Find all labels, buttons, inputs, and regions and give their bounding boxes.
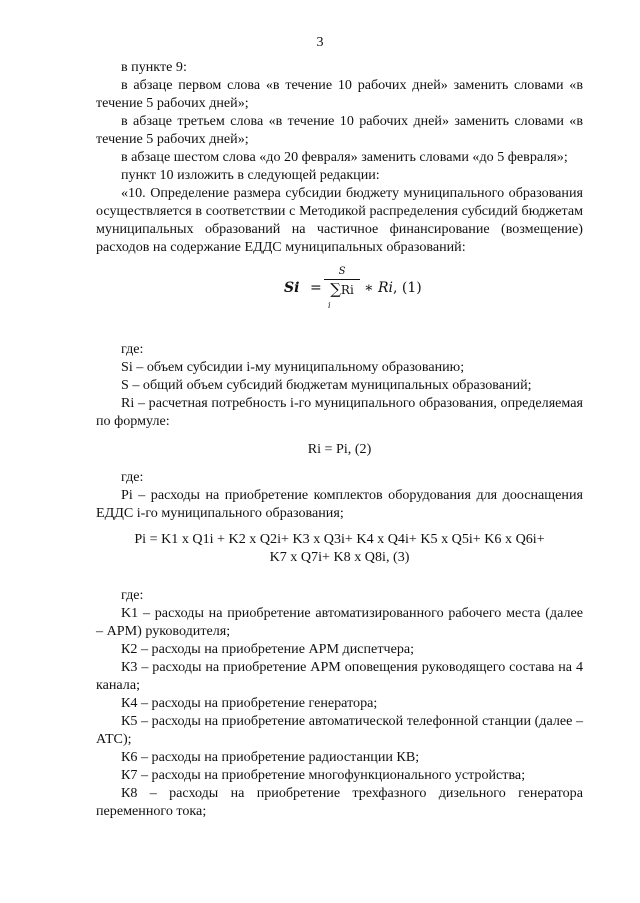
where-label: где:: [121, 341, 144, 357]
definition: К7 – расходы на приобретение многофункционального устройства;: [121, 767, 526, 783]
sigma-subscript: i: [328, 301, 331, 310]
paragraph: пункт 10 изложить в следующей редакции:: [121, 167, 380, 183]
formula-1-denominator: [324, 282, 360, 297]
definition: Ri – расчетная потребность i-го муниципального образования, определяемая по формуле:: [96, 395, 583, 429]
formula-1-equals: =: [310, 280, 322, 296]
formula-1-den-var: Ri: [340, 283, 354, 297]
definition: К6 – расходы на приобретение радиостанции КВ;: [121, 749, 420, 765]
formula-3: [96, 530, 583, 566]
formula-1-rhs-var: Ri: [377, 280, 393, 296]
formula-1-numerator: S: [338, 266, 346, 277]
definition: S – общий объем субсидий бюджетам муниципальных образований;: [121, 377, 532, 393]
formula-2: Ri = Pi, (2): [307, 441, 372, 457]
definition: К2 – расходы на приобретение АРМ диспетчера;: [121, 641, 415, 657]
formula-3-line-1: Pi = K1 x Q1i + K2 x Q2i+ K3 x Q3i+ K4 x Q4i+ K5 x Q5i+ K6 x Q6i+: [134, 531, 545, 547]
formula-3-line-2: K7 x Q7i+ K8 x Q8i, (3): [269, 549, 410, 565]
formula-1: [96, 266, 583, 314]
paragraph: в абзаце третьем слова «в течение 10 рабочих дней» заменить словами «в течение 5 рабочих дней»;: [96, 113, 583, 147]
definition: K1 – расходы на приобретение автоматизированного рабочего места (далее – АРМ) руководителя;: [96, 605, 583, 639]
where-label: где:: [121, 587, 144, 603]
definition: К5 – расходы на приобретение автоматической телефонной станции (далее – АТС);: [96, 713, 583, 747]
definition: Pi – расходы на приобретение комплектов оборудования для дооснащения ЕДДС i-го муниципального образования;: [96, 487, 583, 521]
paragraph: в абзаце первом слова «в течение 10 рабочих дней» заменить словами «в течение 5 рабочих дней»;: [96, 77, 583, 111]
where-label: где:: [121, 469, 144, 485]
definition: Si – объем субсидии i-му муниципальному образованию;: [121, 359, 465, 375]
definition: К8 – расходы на приобретение трехфазного дизельного генератора переменного тока;: [96, 785, 583, 819]
paragraph: в пункте 9:: [121, 59, 187, 75]
sigma-symbol: ∑: [330, 280, 341, 298]
document-body: [96, 58, 583, 820]
formula-1-tail: , (1): [393, 280, 422, 296]
formula-1-rhs: [364, 279, 422, 297]
formula-1-lhs: Si: [284, 280, 300, 296]
paragraph: «10. Определение размера субсидии бюджету муниципального образования осуществляется в соответствии с Методикой распределения субсидий бюджетам муниципальных образований на частичное финансирование (возмещение) расходов на содержание ЕДДС муниципальных образований:: [96, 185, 583, 255]
paragraph: в абзаце шестом слова «до 20 февраля» заменить словами «до 5 февраля»;: [121, 149, 568, 165]
formula-1-fraction: [324, 266, 360, 310]
formula-1-op: ∗: [364, 280, 374, 296]
definition: К3 – расходы на приобретение АРМ оповещения руководящего состава на 4 канала;: [96, 659, 583, 693]
definition: К4 – расходы на приобретение генератора;: [121, 695, 378, 711]
page-number: 3: [316, 34, 324, 50]
